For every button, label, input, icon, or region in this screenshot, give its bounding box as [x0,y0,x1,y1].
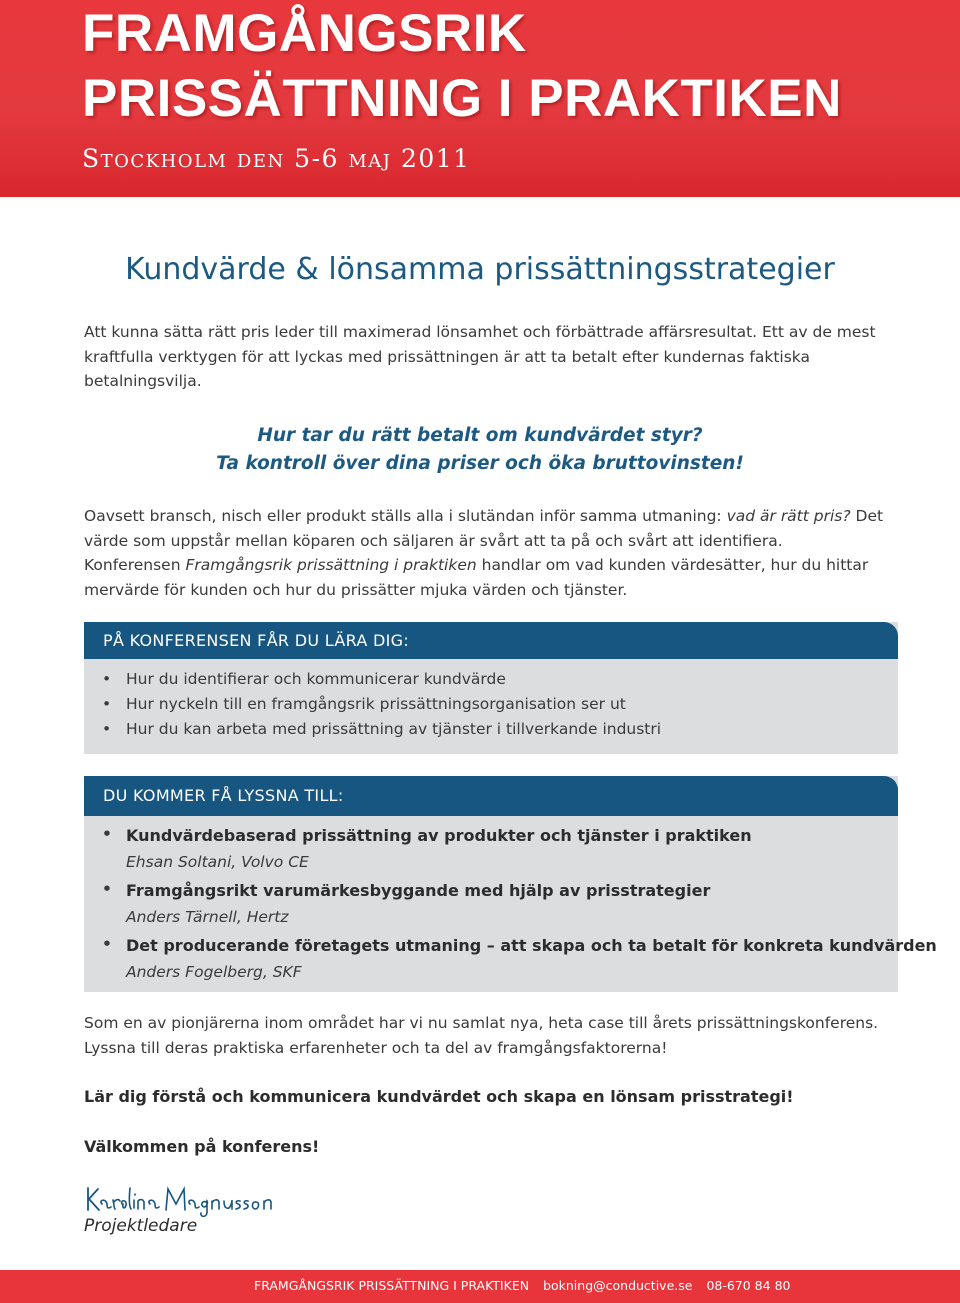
footer-phone: 08-670 84 80 [706,1278,791,1293]
list-item [84,878,898,933]
footer-bar [0,1270,960,1303]
talk-title: Framgångsrikt varumärkesbyggande med hjälp av prisstrategier [126,881,711,900]
bullet-icon: • [102,825,112,843]
list-item [84,933,937,988]
footer-info [254,1278,800,1293]
footer-email-link[interactable]: bokning@conductive.se [543,1278,693,1293]
bullet-icon: • [102,935,112,953]
list-item: • Hur nyckeln till en framgångsrik prissättningsorganisation ser ut [84,692,898,717]
learn-list [84,659,898,742]
speakers-heading: DU KOMMER FÅ LYSSNA TILL: [84,776,898,816]
bullet-icon: • [102,695,112,713]
list-item: • Hur du kan arbeta med prissättning av tjänster i tillverkande industri [84,717,898,742]
closing-paragraph: Som en av pionjärerna inom området har vi nu samlat nya, heta case till årets prissättningskonferens. Lyssna till deras praktiska erfarenheter och ta del av framgångsfaktorerna! [84,1014,879,1057]
footer-event-name: FRAMGÅNGSRIK PRISSÄTTNING I PRAKTIKEN [254,1278,530,1293]
body-paragraph [84,504,884,602]
learn-box [84,622,898,754]
title-line-2: PRISSÄTTNING I PRAKTIKEN [82,69,842,128]
speakers-list [84,816,937,988]
body-text-2: Det värde som uppstår mellan köparen och säljaren är svårt att ta på och svårt att identifiera. Konferensen [84,507,884,574]
talk-title: Det producerande företagets utmaning – att skapa och ta betalt för konkreta kundvärden [126,936,937,955]
speaker-name: Anders Fogelberg, SKF [126,963,302,981]
handwritten-signature [84,1180,284,1220]
speaker-name: Anders Tärnell, Hertz [126,908,289,926]
list-item [84,823,898,878]
body-text-3: handlar om vad kunden värdesätter, hur du hittar mervärde för kunden och hur du prissätter mjuka värden och tjänster. [84,556,869,599]
body-text-1: Oavsett bransch, nisch eller produkt ställs alla i slutändan inför samma utmaning: [84,507,727,525]
learn-heading: PÅ KONFERENSEN FÅR DU LÄRA DIG: [84,622,898,659]
speaker-name: Ehsan Soltani, Volvo CE [126,853,309,871]
bullet-icon: • [102,720,112,738]
main-heading: Kundvärde & lönsamma prissättningsstrategier [125,252,835,287]
welcome-text: Välkommen på konferens! [84,1137,320,1156]
bullet-icon: • [102,670,112,688]
quote-line-2: Ta kontroll över dina priser och öka bruttovinsten! [216,453,744,474]
body-text-italic-1: vad är rätt pris? [726,507,851,525]
callout-text: Lär dig förstå och kommunicera kundvärdet och skapa en lönsam prisstrategi! [84,1087,794,1106]
bullet-icon: • [102,880,112,898]
body-text-italic-2: Framgångsrik prissättning i praktiken [185,556,477,574]
speakers-box [84,776,937,992]
header-banner [0,0,960,197]
quote-line-1: Hur tar du rätt betalt om kundvärdet styr? [257,425,703,446]
title-line-1: FRAMGÅNGSRIK [82,4,527,63]
role-label: Projektledare [84,1216,198,1236]
talk-title: Kundvärdebaserad prissättning av produkter och tjänster i praktiken [126,826,752,845]
intro-paragraph: Att kunna sätta rätt pris leder till maximerad lönsamhet och förbättrade affärsresultat. Ett av de mest kraftfulla verktygen för att lyckas med prissättningen är att ta betalt efter kundernas faktiska betalningsvilja. [84,323,876,390]
list-item: • Hur du identifierar och kommunicerar kundvärde [84,667,898,692]
event-date-subtitle: Stockholm den 5-6 maj 2011 [82,144,471,173]
